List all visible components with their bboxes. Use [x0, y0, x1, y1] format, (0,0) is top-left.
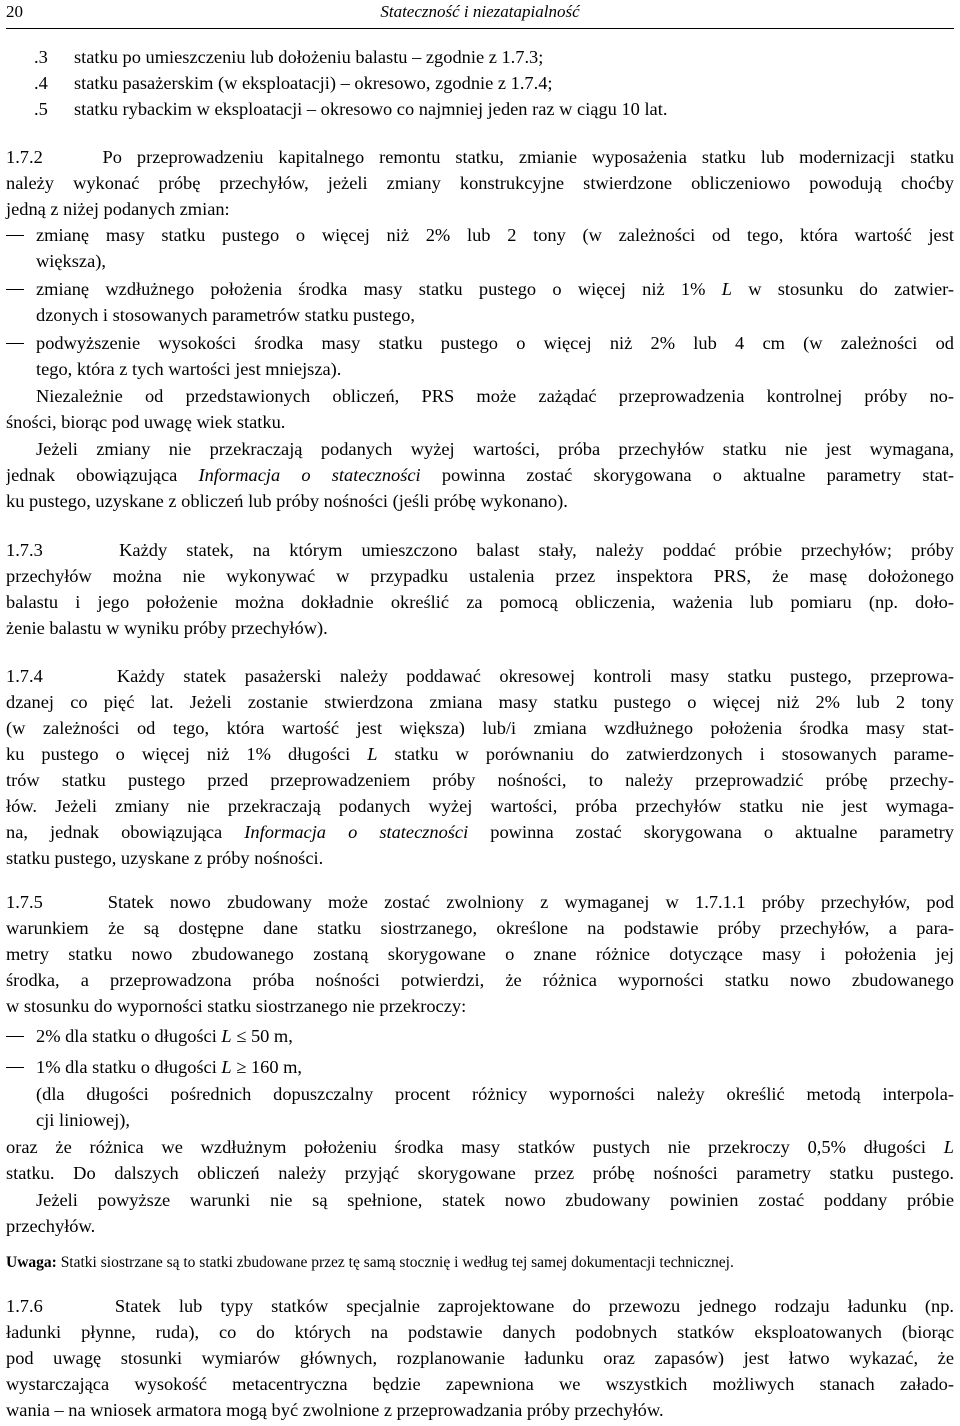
doc-title: Informacja o stateczności [244, 822, 469, 842]
paragraph-line: wystarczająca wysokość metacentryczna będzie zapewniona we wszystkich możliwych stanach załado- [6, 1374, 954, 1394]
doc-title: Informacja o stateczności [198, 465, 421, 485]
paragraph-line: przechyłów. [6, 1216, 96, 1236]
note-text: Statki siostrzane są to statki zbudowane przez tę samą stocznię i według tej samej dokumentacji technicznej. [56, 1254, 734, 1271]
text: Każdy statek pasażerski należy poddawać okresowej kontroli masy statku pustego, przeprowa- [116, 666, 954, 686]
text: Statek nowo zbudowany może zostać zwolniony z wymaganej w 1.7.1.1 próby przechyłów, pod [107, 892, 954, 912]
text: oraz że różnica we wzdłużnym położeniu środka masy statków pustych nie przekroczy 0,5% długości [6, 1137, 944, 1157]
symbol-L: L [367, 744, 378, 764]
list-item [6, 45, 954, 69]
item-mark: .5 [34, 99, 48, 119]
text: 1% dla statku o długości [36, 1057, 222, 1077]
paragraph-line: Jeżeli powyższe warunki nie są spełnione, statek nowo zbudowany powinien zostać poddany próbie [36, 1190, 954, 1210]
paragraph-line: cji liniowej), [36, 1110, 130, 1130]
text: statku w porównaniu do zatwierdzonych i stosowanych parame- [377, 744, 954, 764]
text: 2% dla statku o długości [36, 1026, 222, 1046]
paragraph-line [6, 1294, 954, 1318]
paragraph-line: warunkiem że są dostępne dane statku siostrzanego, określone na podstawie próby przechyłów, a para- [6, 918, 954, 938]
dash-item-cont: większa), [36, 251, 106, 271]
paragraph-line: statku pustego, uzyskane z próby nośności. [6, 848, 324, 868]
paragraph-line [6, 463, 954, 487]
item-text: statku rybackim w eksploatacji – okresowo co najmniej jeden raz w ciągu 10 lat. [74, 99, 668, 119]
paragraph-line: pod uwagę stosunki wymiarów głównych, rozplanowanie ładunku oraz zapasów) jest łatwo wykazać, że [6, 1348, 954, 1368]
text: ≤ 50 m, [231, 1026, 293, 1046]
section-number: 1.7.3 [6, 540, 43, 560]
paragraph-line [6, 538, 954, 562]
list-item [6, 97, 954, 121]
paragraph-line: wania – na wniosek armatora mogą być zwolnione z przeprowadzania próby przechyłów. [6, 1400, 664, 1420]
text: w stosunku do zatwier- [731, 279, 954, 299]
text: zmianę masy statku pustego o więcej niż 2% lub 2 tony (w zależności od tego, która wartość jest [36, 225, 954, 245]
item-mark: .3 [34, 47, 48, 67]
text: na, jednak obowiązująca [6, 822, 245, 842]
dash-item [36, 1055, 954, 1079]
paragraph-line: (dla długości pośrednich dopuszczalny procent różnicy wyporności należy określić metodą interpola- [36, 1084, 954, 1104]
running-title: Stateczność i niezatapialność [380, 2, 580, 21]
text: Każdy statek, na którym umieszczono balast stały, należy poddać próbie przechyłów; próby [119, 540, 954, 560]
section-number: 1.7.5 [6, 892, 43, 912]
paragraph-line [6, 664, 954, 688]
paragraph-line: jedną z niżej podanych zmian: [6, 199, 230, 219]
paragraph-line [6, 145, 954, 169]
paragraph-line: metry statku nowo zbudowanego zostaną skorygowane o znane różnice dotyczące masy i położenia jej [6, 944, 954, 964]
dash-item [36, 1024, 954, 1048]
text: Statek lub typy statków specjalnie zaprojektowane do przewozu jednego rodzaju ładunku (np. [114, 1296, 954, 1316]
text: podwyższenie wysokości środka masy statku pustego o więcej niż 2% lub 4 cm (w zależności od [36, 333, 954, 353]
paragraph-line: w stosunku do wyporności statku siostrzanego nie przekroczy: [6, 996, 467, 1016]
paragraph-line: balastu i jego położenie można dokładnie określić za pomocą obliczenia, ważenia lub pomiaru (np. doło- [6, 592, 954, 612]
paragraph-line: żenie balastu w wyniku próby przechyłów). [6, 618, 328, 638]
item-mark: .4 [34, 73, 48, 93]
symbol-L: L [721, 279, 732, 299]
text: powinna zostać skorygowana o aktualne parametry stat- [420, 465, 954, 485]
paragraph-line: ku pustego, uzyskane z obliczeń lub próby nośności (jeśli próbę wykonano). [6, 491, 568, 511]
paragraph-line: środka, a przeprowadzona próba nośności potwierdzi, że różnica wyporności statku nowo zbudowanego [6, 970, 954, 990]
note-label: Uwaga: [6, 1254, 57, 1271]
text: ku pustego o więcej niż 1% długości [6, 744, 368, 764]
symbol-L: L [221, 1026, 232, 1046]
paragraph-line: statku. Do dalszych obliczeń należy przyjąć skorygowane przez próbę nośności parametry statku pustego. [6, 1163, 954, 1183]
paragraph-line [6, 742, 954, 766]
paragraph-line [6, 820, 954, 844]
page-number: 20 [6, 2, 23, 21]
text: jednak obowiązująca [6, 465, 199, 485]
paragraph-line: trów statku pustego przed przeprowadzeniem próby nośności, to należy przeprowadzić próbę przechy- [6, 770, 954, 790]
symbol-L: L [221, 1057, 232, 1077]
paragraph-line: Niezależnie od przedstawionych obliczeń, PRS może zażądać przeprowadzenia kontrolnej próby no- [36, 386, 954, 406]
paragraph-line: ładunki płynne, ruda), co do których na podstawie danych podobnych statków eksploatowanych (biorąc [6, 1322, 954, 1342]
list-item [6, 71, 954, 95]
paragraph-line: dzanej co pięć lat. Jeżeli zostanie stwierdzona zmiana masy statku pustego o więcej niż 2% lub 2 tony [6, 692, 954, 712]
paragraph-line: Jeżeli zmiany nie przekraczają podanych wyżej wartości, próba przechyłów statku nie jest wymagana, [36, 439, 954, 459]
paragraph-line: przechyłów można nie wykonywać w przypadku ustalenia przez inspektora PRS, że masę dołożonego [6, 566, 954, 586]
paragraph-line: należy wykonać próbę przechyłów, jeżeli zmiany konstrukcyjne stwierdzone obliczeniowo powodują choćby [6, 173, 954, 193]
section-number: 1.7.6 [6, 1296, 43, 1316]
page-header [6, 0, 954, 29]
dash-item [36, 277, 954, 301]
item-text: statku pasażerskim (w eksploatacji) – okresowo, zgodnie z 1.7.4; [74, 73, 553, 93]
text: ≥ 160 m, [231, 1057, 303, 1077]
dash-item-cont: tego, która z tych wartości jest mniejsza). [36, 359, 342, 379]
paragraph-line: (w zależności od tego, która wartość jest większa) lub/i zmiana wzdłużnego położenia środka masy stat- [6, 718, 954, 738]
text: Po przeprowadzeniu kapitalnego remontu statku, zmianie wyposażenia statku lub modernizacji statku [102, 147, 954, 167]
text: zmianę wzdłużnego położenia środka masy statku pustego o więcej niż 1% [36, 279, 722, 299]
section-number: 1.7.4 [6, 666, 43, 686]
item-text: statku po umieszczeniu lub dołożeniu balastu – zgodnie z 1.7.3; [74, 47, 544, 67]
paragraph-line [6, 890, 954, 914]
paragraph-line [6, 1135, 954, 1159]
note [6, 1252, 954, 1274]
section-number: 1.7.2 [6, 147, 43, 167]
symbol-L: L [943, 1137, 954, 1157]
paragraph-line: łów. Jeżeli zmiany nie przekraczają podanych wyżej wartości, próba przechyłów statku nie jest wymaga- [6, 796, 954, 816]
paragraph-line: śności, biorąc pod uwagę wiek statku. [6, 412, 286, 432]
dash-item [36, 223, 954, 247]
dash-item [36, 331, 954, 355]
dash-item-cont: dzonych i stosowanych parametrów statku pustego, [36, 305, 415, 325]
text: powinna zostać skorygowana o aktualne parametry [468, 822, 954, 842]
